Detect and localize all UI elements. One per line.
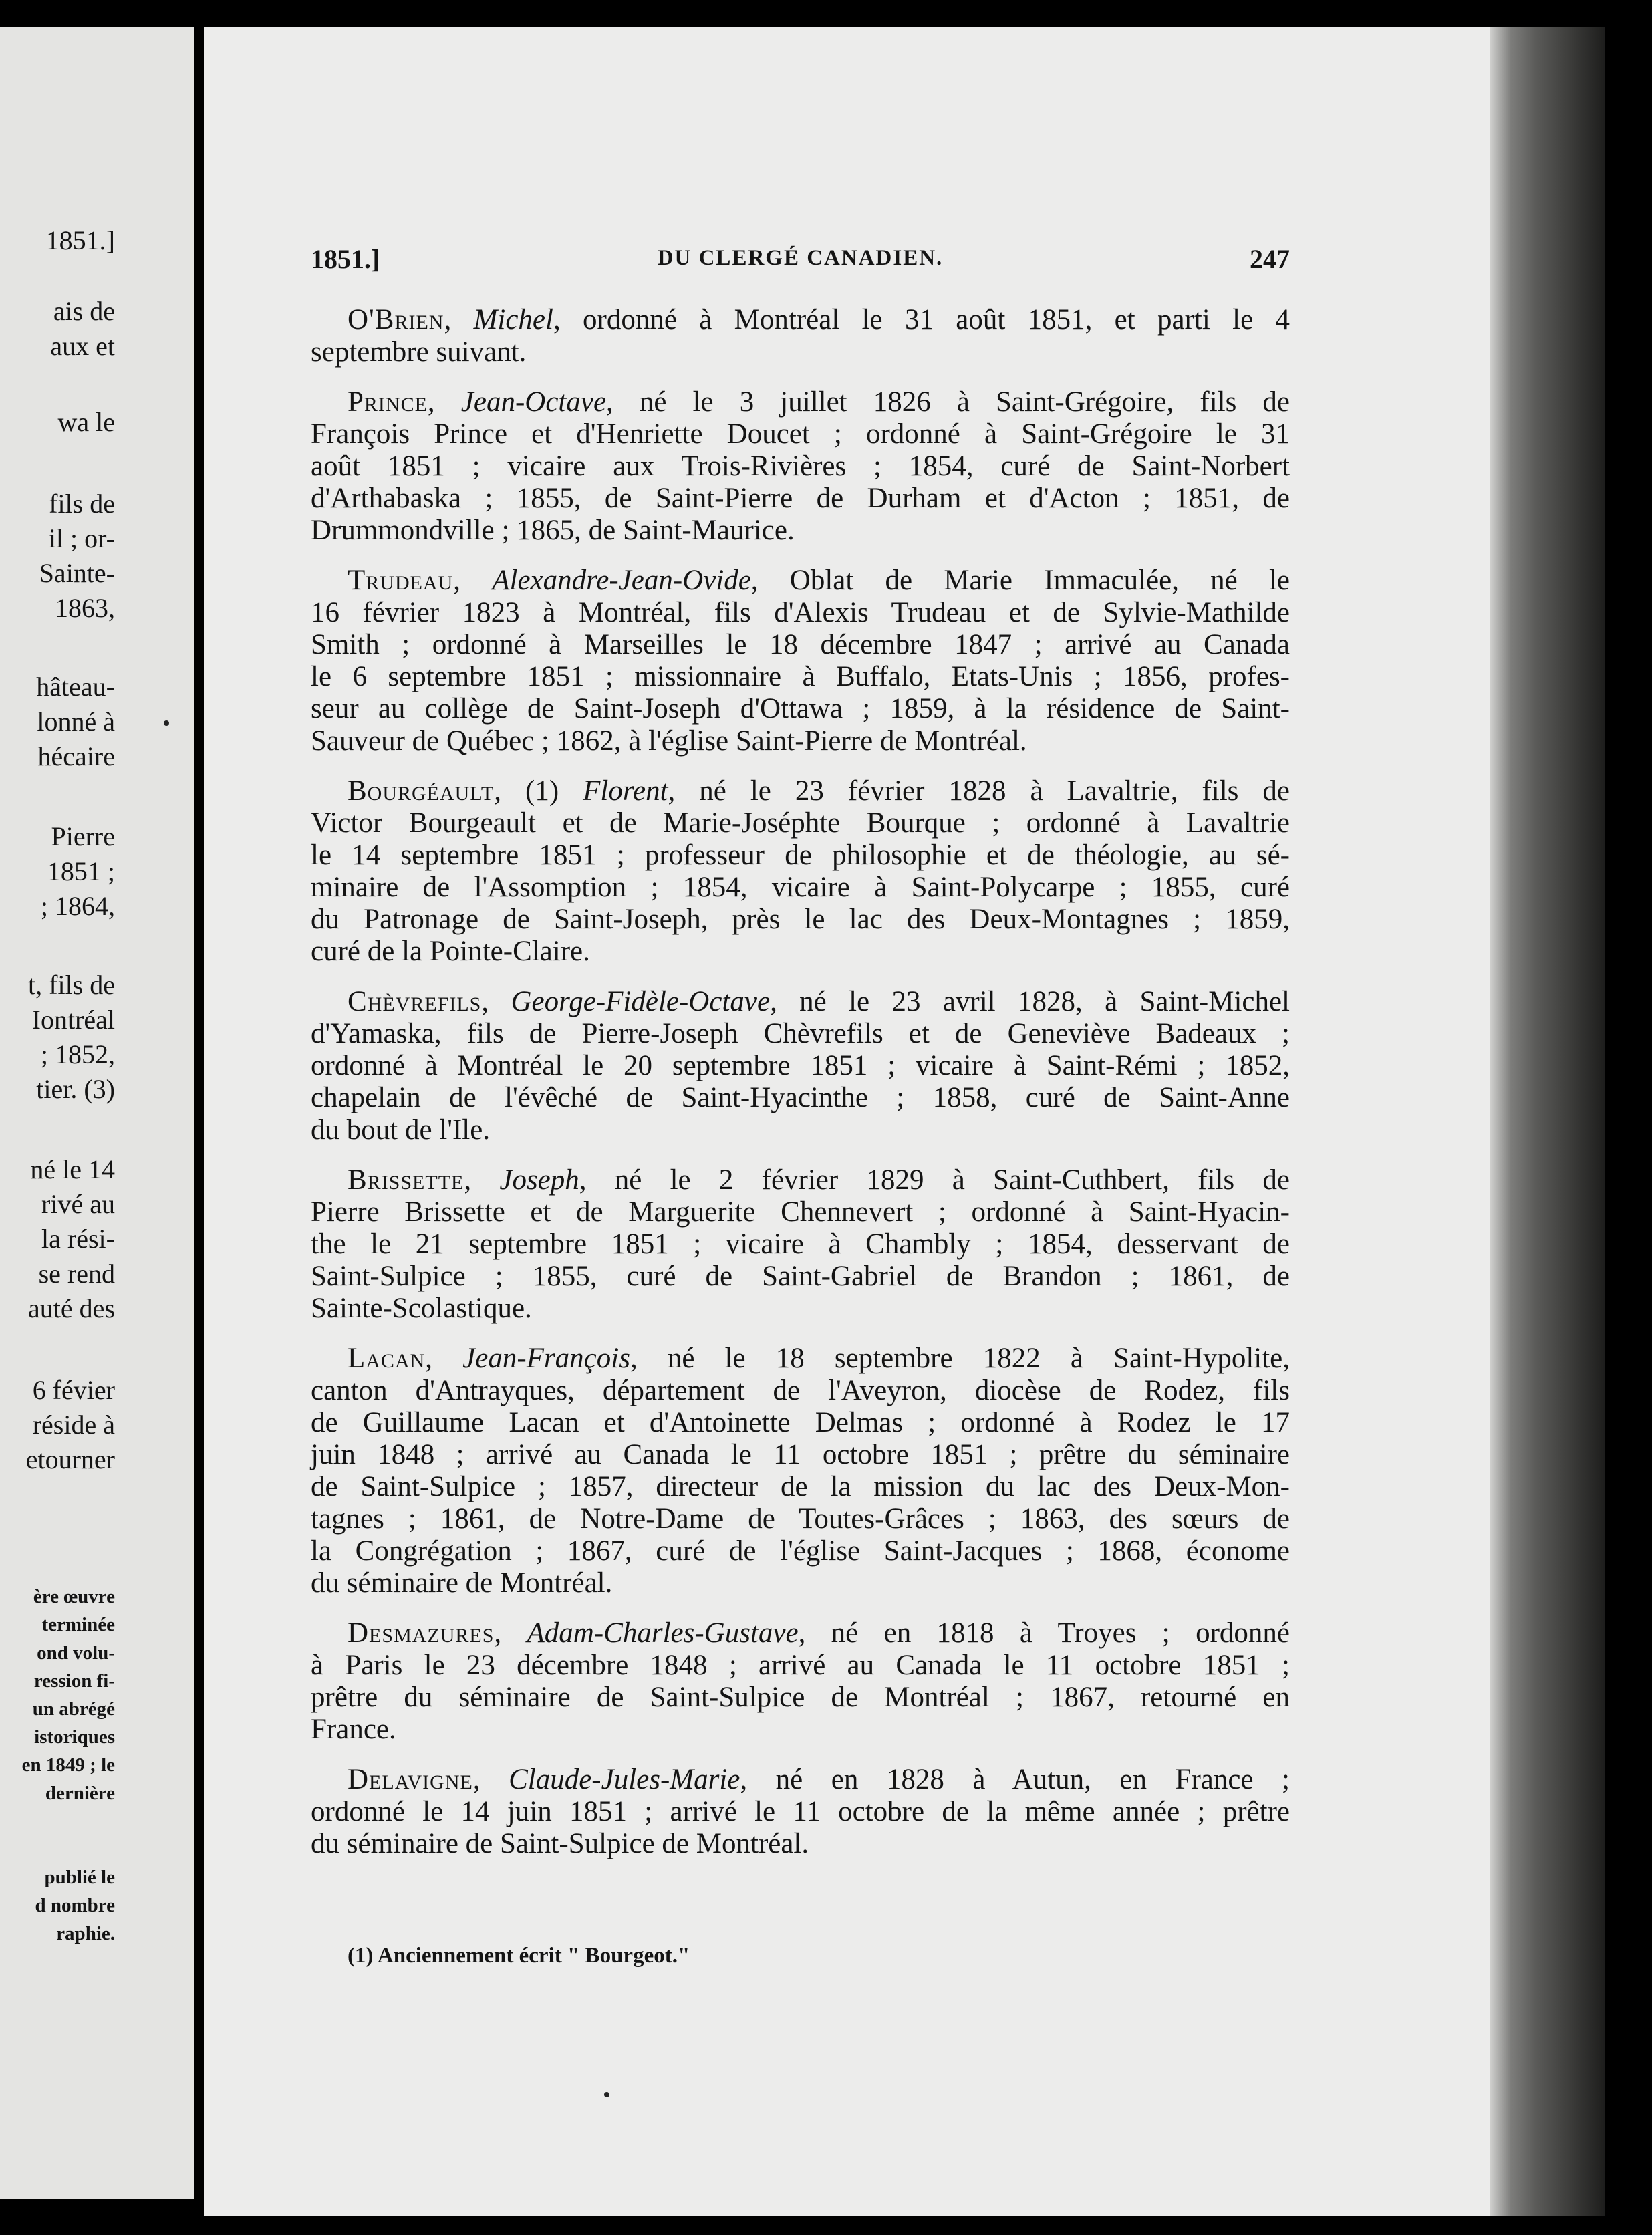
header-year: 1851.] bbox=[311, 244, 380, 274]
body-text bbox=[311, 304, 1290, 1878]
given-names: Joseph bbox=[499, 1164, 579, 1196]
line-text: , ordonné à Montréal le 31 août 1851, et parti le 4 bbox=[553, 304, 1290, 336]
text-line: seur au collège de Saint-Joseph d'Ottawa ; 1859, à la résidence de Saint- bbox=[311, 693, 1290, 725]
surname: Lacan bbox=[348, 1343, 426, 1374]
biography-entry bbox=[311, 565, 1290, 757]
left-page-fragment: ais de bbox=[53, 296, 115, 326]
page-number: 247 bbox=[1250, 244, 1290, 274]
line-text: , né le 18 septembre 1822 à Saint-Hypolite, bbox=[630, 1343, 1290, 1374]
biography-entry bbox=[311, 775, 1290, 968]
text-line: prêtre du séminaire de Saint-Sulpice de Montréal ; 1867, retourné en bbox=[311, 1682, 1290, 1713]
line-text: , né le 23 avril 1828, à Saint-Michel bbox=[770, 986, 1290, 1017]
surname: O'Brien bbox=[348, 304, 444, 336]
speck bbox=[164, 720, 169, 726]
text-line: du séminaire de Saint-Sulpice de Montréal. bbox=[311, 1828, 809, 1859]
biography-entry bbox=[311, 386, 1290, 547]
given-names: Florent bbox=[583, 775, 668, 807]
text-line: du bout de l'Ile. bbox=[311, 1114, 491, 1146]
text-line: Trudeau, Alexandre-Jean-Ovide, Oblat de Marie Immaculée, né le bbox=[348, 565, 1290, 596]
left-page-fragment: aux et bbox=[50, 331, 115, 361]
left-page-footnote-fragment: ère œuvre bbox=[33, 1586, 115, 1607]
left-page-footnote-fragment: ression fi- bbox=[33, 1670, 115, 1692]
left-page-footnote-fragment: terminée bbox=[41, 1614, 115, 1635]
text-line: Sauveur de Québec ; 1862, à l'église Saint-Pierre de Montréal. bbox=[311, 725, 1027, 757]
text-line: ordonné à Montréal le 20 septembre 1851 ; vicaire à Saint-Rémi ; 1852, bbox=[311, 1050, 1290, 1081]
text-line: Delavigne, Claude-Jules-Marie, né en 1828 à Autun, en France ; bbox=[348, 1764, 1290, 1795]
text-line: minaire de l'Assomption ; 1854, vicaire à Saint-Polycarpe ; 1855, curé bbox=[311, 872, 1290, 903]
text-line: Brissette, Joseph, né le 2 février 1829 à Saint-Cuthbert, fils de bbox=[348, 1164, 1290, 1196]
text-line: le 14 septembre 1851 ; professeur de philosophie et de théologie, au sé- bbox=[311, 839, 1290, 871]
biography-entry bbox=[311, 986, 1290, 1146]
line-text: , né le 23 février 1828 à Lavaltrie, fils de bbox=[668, 775, 1290, 807]
left-page-fragment: tier. (3) bbox=[36, 1074, 115, 1104]
left-page-fragment: né le 14 bbox=[30, 1154, 115, 1184]
left-page-fragment: Iontréal bbox=[31, 1005, 115, 1035]
left-page-fragment: t, fils de bbox=[28, 970, 115, 1000]
footnote-marker: , (1) bbox=[494, 775, 583, 807]
footnote: (1) Anciennement écrit " Bourgeot." bbox=[348, 1944, 690, 1968]
surname: Delavigne bbox=[348, 1764, 473, 1795]
page-edge-shadow bbox=[1490, 27, 1605, 2216]
left-page-footnote-fragment: en 1849 ; le bbox=[21, 1754, 115, 1776]
line-text: , né le 2 février 1829 à Saint-Cuthbert, fils de bbox=[579, 1164, 1290, 1196]
text-line: ordonné le 14 juin 1851 ; arrivé le 11 octobre de la même année ; prêtre bbox=[311, 1796, 1290, 1827]
text-line: du séminaire de Montréal. bbox=[311, 1567, 613, 1599]
header-title: DU CLERGÉ CANADIEN. bbox=[657, 246, 944, 270]
text-line: d'Arthabaska ; 1855, de Saint-Pierre de Durham et d'Acton ; 1851, de bbox=[311, 483, 1290, 514]
text-line: de Guillaume Lacan et d'Antoinette Delmas ; ordonné à Rodez le 17 bbox=[311, 1407, 1290, 1438]
text-line: Lacan, Jean-François, né le 18 septembre 1822 à Saint-Hypolite, bbox=[348, 1343, 1290, 1374]
text-line: juin 1848 ; arrivé au Canada le 11 octobre 1851 ; prêtre du séminaire bbox=[311, 1439, 1290, 1470]
text-line: canton d'Antrayques, département de l'Aveyron, diocèse de Rodez, fils bbox=[311, 1375, 1290, 1406]
given-names: Jean-François bbox=[462, 1343, 630, 1374]
left-facing-page bbox=[0, 27, 194, 2199]
left-page-fragment: 1851.] bbox=[45, 225, 115, 255]
left-page-fragment: il ; or- bbox=[48, 523, 115, 553]
surname: Trudeau bbox=[348, 565, 454, 596]
text-line bbox=[311, 775, 1290, 807]
text-line: de Saint-Sulpice ; 1857, directeur de la mission du lac des Deux-Mon- bbox=[311, 1471, 1290, 1502]
text-line: Drummondville ; 1865, de Saint-Maurice. bbox=[311, 515, 795, 546]
text-line: France. bbox=[311, 1714, 396, 1745]
biography-entry bbox=[311, 1343, 1290, 1599]
text-line: Saint-Sulpice ; 1855, curé de Saint-Gabriel de Brandon ; 1861, de bbox=[311, 1261, 1290, 1292]
text-line: François Prince et d'Henriette Doucet ; ordonné à Saint-Grégoire le 31 bbox=[311, 418, 1290, 450]
left-page-fragment: fils de bbox=[49, 489, 115, 519]
biography-entry bbox=[311, 1617, 1290, 1746]
left-page-fragment: 1863, bbox=[55, 593, 115, 623]
text-line: la Congrégation ; 1867, curé de l'église Saint-Jacques ; 1868, économe bbox=[311, 1535, 1290, 1567]
text-line: chapelain de l'évêché de Saint-Hyacinthe ; 1858, curé de Saint-Anne bbox=[311, 1082, 1290, 1113]
text-line: Chèvrefils, George-Fidèle-Octave, né le 23 avril 1828, à Saint-Michel bbox=[348, 986, 1290, 1017]
biography-entry bbox=[311, 1164, 1290, 1325]
text-line: curé de la Pointe-Claire. bbox=[311, 936, 590, 967]
text-line: du Patronage de Saint-Joseph, près le lac des Deux-Montagnes ; 1859, bbox=[311, 904, 1290, 935]
left-page-footnote-fragment: ond volu- bbox=[37, 1642, 115, 1664]
text-line: août 1851 ; vicaire aux Trois-Rivières ; 1854, curé de Saint-Norbert bbox=[311, 450, 1290, 482]
text-line: Smith ; ordonné à Marseilles le 18 décembre 1847 ; arrivé au Canada bbox=[311, 629, 1290, 660]
left-page-fragment: rivé au bbox=[41, 1189, 115, 1219]
line-text: , né en 1828 à Autun, en France ; bbox=[740, 1764, 1290, 1795]
text-line: Desmazures, Adam-Charles-Gustave, né en 1818 à Troyes ; ordonné bbox=[348, 1617, 1290, 1649]
given-names: Adam-Charles-Gustave bbox=[527, 1617, 799, 1649]
given-names: George-Fidèle-Octave bbox=[511, 986, 771, 1017]
text-line: O'Brien, Michel, ordonné à Montréal le 31 août 1851, et parti le 4 bbox=[348, 304, 1290, 336]
left-page-fragment: 1851 ; bbox=[47, 856, 115, 886]
left-page-fragment: wa le bbox=[57, 407, 115, 437]
left-page-fragment: se rend bbox=[38, 1259, 115, 1289]
left-page-footnote-fragment: istoriques bbox=[34, 1726, 115, 1748]
surname: Prince bbox=[348, 386, 428, 418]
given-names: Michel bbox=[473, 304, 553, 336]
surname: Brissette bbox=[348, 1164, 464, 1196]
left-page-fragment: hécaire bbox=[37, 741, 115, 771]
left-page-footnote-fragment: d nombre bbox=[35, 1895, 115, 1916]
left-page-fragment: etourner bbox=[25, 1444, 115, 1474]
left-page-fragment: réside à bbox=[32, 1410, 115, 1440]
text-line: the le 21 septembre 1851 ; vicaire à Chambly ; 1854, desservant de bbox=[311, 1228, 1290, 1260]
left-page-fragment: la rési- bbox=[41, 1224, 115, 1254]
left-page-footnote-fragment: dernière bbox=[45, 1783, 115, 1804]
line-text: , né le 3 juillet 1826 à Saint-Grégoire, fils de bbox=[606, 386, 1290, 418]
left-page-fragment: auté des bbox=[28, 1293, 115, 1323]
text-line: Sainte-Scolastique. bbox=[311, 1293, 532, 1324]
text-line: Prince, Jean-Octave, né le 3 juillet 1826 à Saint-Grégoire, fils de bbox=[348, 386, 1290, 418]
given-names: Claude-Jules-Marie bbox=[509, 1764, 740, 1795]
text-line: à Paris le 23 décembre 1848 ; arrivé au Canada le 11 octobre 1851 ; bbox=[311, 1650, 1290, 1681]
surname: Bourgéault bbox=[348, 775, 495, 807]
text-line: septembre suivant. bbox=[311, 336, 527, 368]
left-page-footnote-fragment: raphie. bbox=[56, 1923, 115, 1944]
biography-entry bbox=[311, 304, 1290, 368]
text-line: Victor Bourgeault et de Marie-Joséphte Bourque ; ordonné à Lavaltrie bbox=[311, 807, 1290, 839]
surname: Chèvrefils bbox=[348, 986, 482, 1017]
left-page-fragment: ; 1864, bbox=[40, 891, 115, 921]
left-page-fragment: Sainte- bbox=[39, 558, 115, 588]
left-page-fragment: Pierre bbox=[51, 821, 115, 851]
given-names: Alexandre-Jean-Ovide bbox=[492, 565, 751, 596]
line-text: , Oblat de Marie Immaculée, né le bbox=[750, 565, 1290, 596]
left-page-footnote-fragment: un abrégé bbox=[32, 1698, 115, 1720]
text-line: le 6 septembre 1851 ; missionnaire à Buffalo, Etats-Unis ; 1856, profes- bbox=[311, 661, 1290, 692]
biography-entry bbox=[311, 1764, 1290, 1860]
left-page-footnote-fragment: publié le bbox=[44, 1867, 115, 1888]
given-names: Jean-Octave bbox=[460, 386, 607, 418]
surname: Desmazures bbox=[348, 1617, 495, 1649]
text-line: d'Yamaska, fils de Pierre-Joseph Chèvrefils et de Geneviève Badeaux ; bbox=[311, 1018, 1290, 1049]
speck bbox=[604, 2092, 609, 2097]
text-line: 16 février 1823 à Montréal, fils d'Alexis Trudeau et de Sylvie-Mathilde bbox=[311, 597, 1290, 628]
text-line: Pierre Brissette et de Marguerite Chennevert ; ordonné à Saint-Hyacin- bbox=[311, 1196, 1290, 1228]
left-page-fragment: ; 1852, bbox=[40, 1039, 115, 1069]
text-line: tagnes ; 1861, de Notre-Dame de Toutes-Grâces ; 1863, des sœurs de bbox=[311, 1503, 1290, 1535]
left-page-fragment: hâteau- bbox=[36, 672, 115, 702]
line-text: , né en 1818 à Troyes ; ordonné bbox=[798, 1617, 1290, 1649]
left-page-fragment: 6 févier bbox=[32, 1375, 115, 1405]
running-head bbox=[311, 243, 1290, 277]
left-page-fragment: lonné à bbox=[37, 706, 115, 737]
